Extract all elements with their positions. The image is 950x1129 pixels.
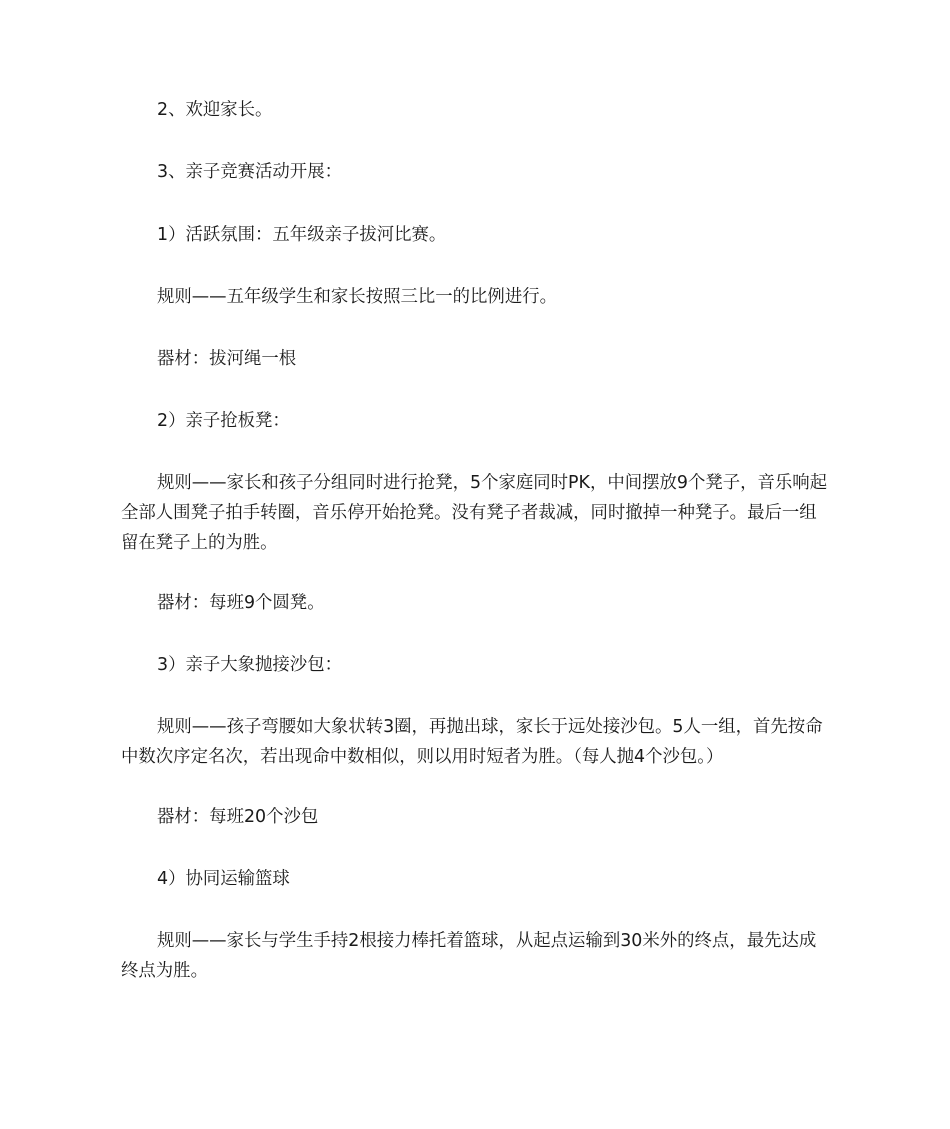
paragraph-sandbag-rules: 规则——孩子弯腰如大象状转3圈，再抛出球，家长于远处接沙包。5人一组，首先按命中数次序定名次，若出现命中数相似，则以用时短者为胜。（每人抛4个沙包。） <box>121 717 823 767</box>
paragraph-sandbag-equipment: 器材：每班20个沙包 <box>157 807 319 827</box>
paragraph-basketball-rules: 规则——家长与学生手持2根接力棒托着篮球，从起点运输到30米外的终点，最先达成终点为胜。 <box>121 931 817 981</box>
paragraph-basketball-title: 4）协同运输篮球 <box>157 869 290 889</box>
paragraph-musical-chairs-rules: 规则——家长和孩子分组同时进行抢凳，5个家庭同时PK，中间摆放9个凳子，音乐响起全部人围凳子拍手转圈，音乐停开始抢凳。没有凳子者裁减，同时撤掉一种凳子。最后一组留在凳子上的为胜。 <box>121 473 828 553</box>
paragraph-musical-chairs-equipment: 器材：每班9个圆凳。 <box>157 593 325 613</box>
paragraph-tug-of-war-title: 1）活跃氛围：五年级亲子拔河比赛。 <box>157 225 447 245</box>
paragraph-competition-heading: 3、亲子竞赛活动开展： <box>157 162 342 182</box>
paragraph-sandbag-title: 3）亲子大象抛接沙包： <box>157 655 342 675</box>
paragraph-tug-of-war-rules: 规则——五年级学生和家长按照三比一的比例进行。 <box>157 287 557 307</box>
paragraph-musical-chairs-title: 2）亲子抢板凳： <box>157 411 290 431</box>
paragraph-welcome-parents: 2、欢迎家长。 <box>157 100 273 120</box>
paragraph-tug-of-war-equipment: 器材：拔河绳一根 <box>157 349 297 369</box>
